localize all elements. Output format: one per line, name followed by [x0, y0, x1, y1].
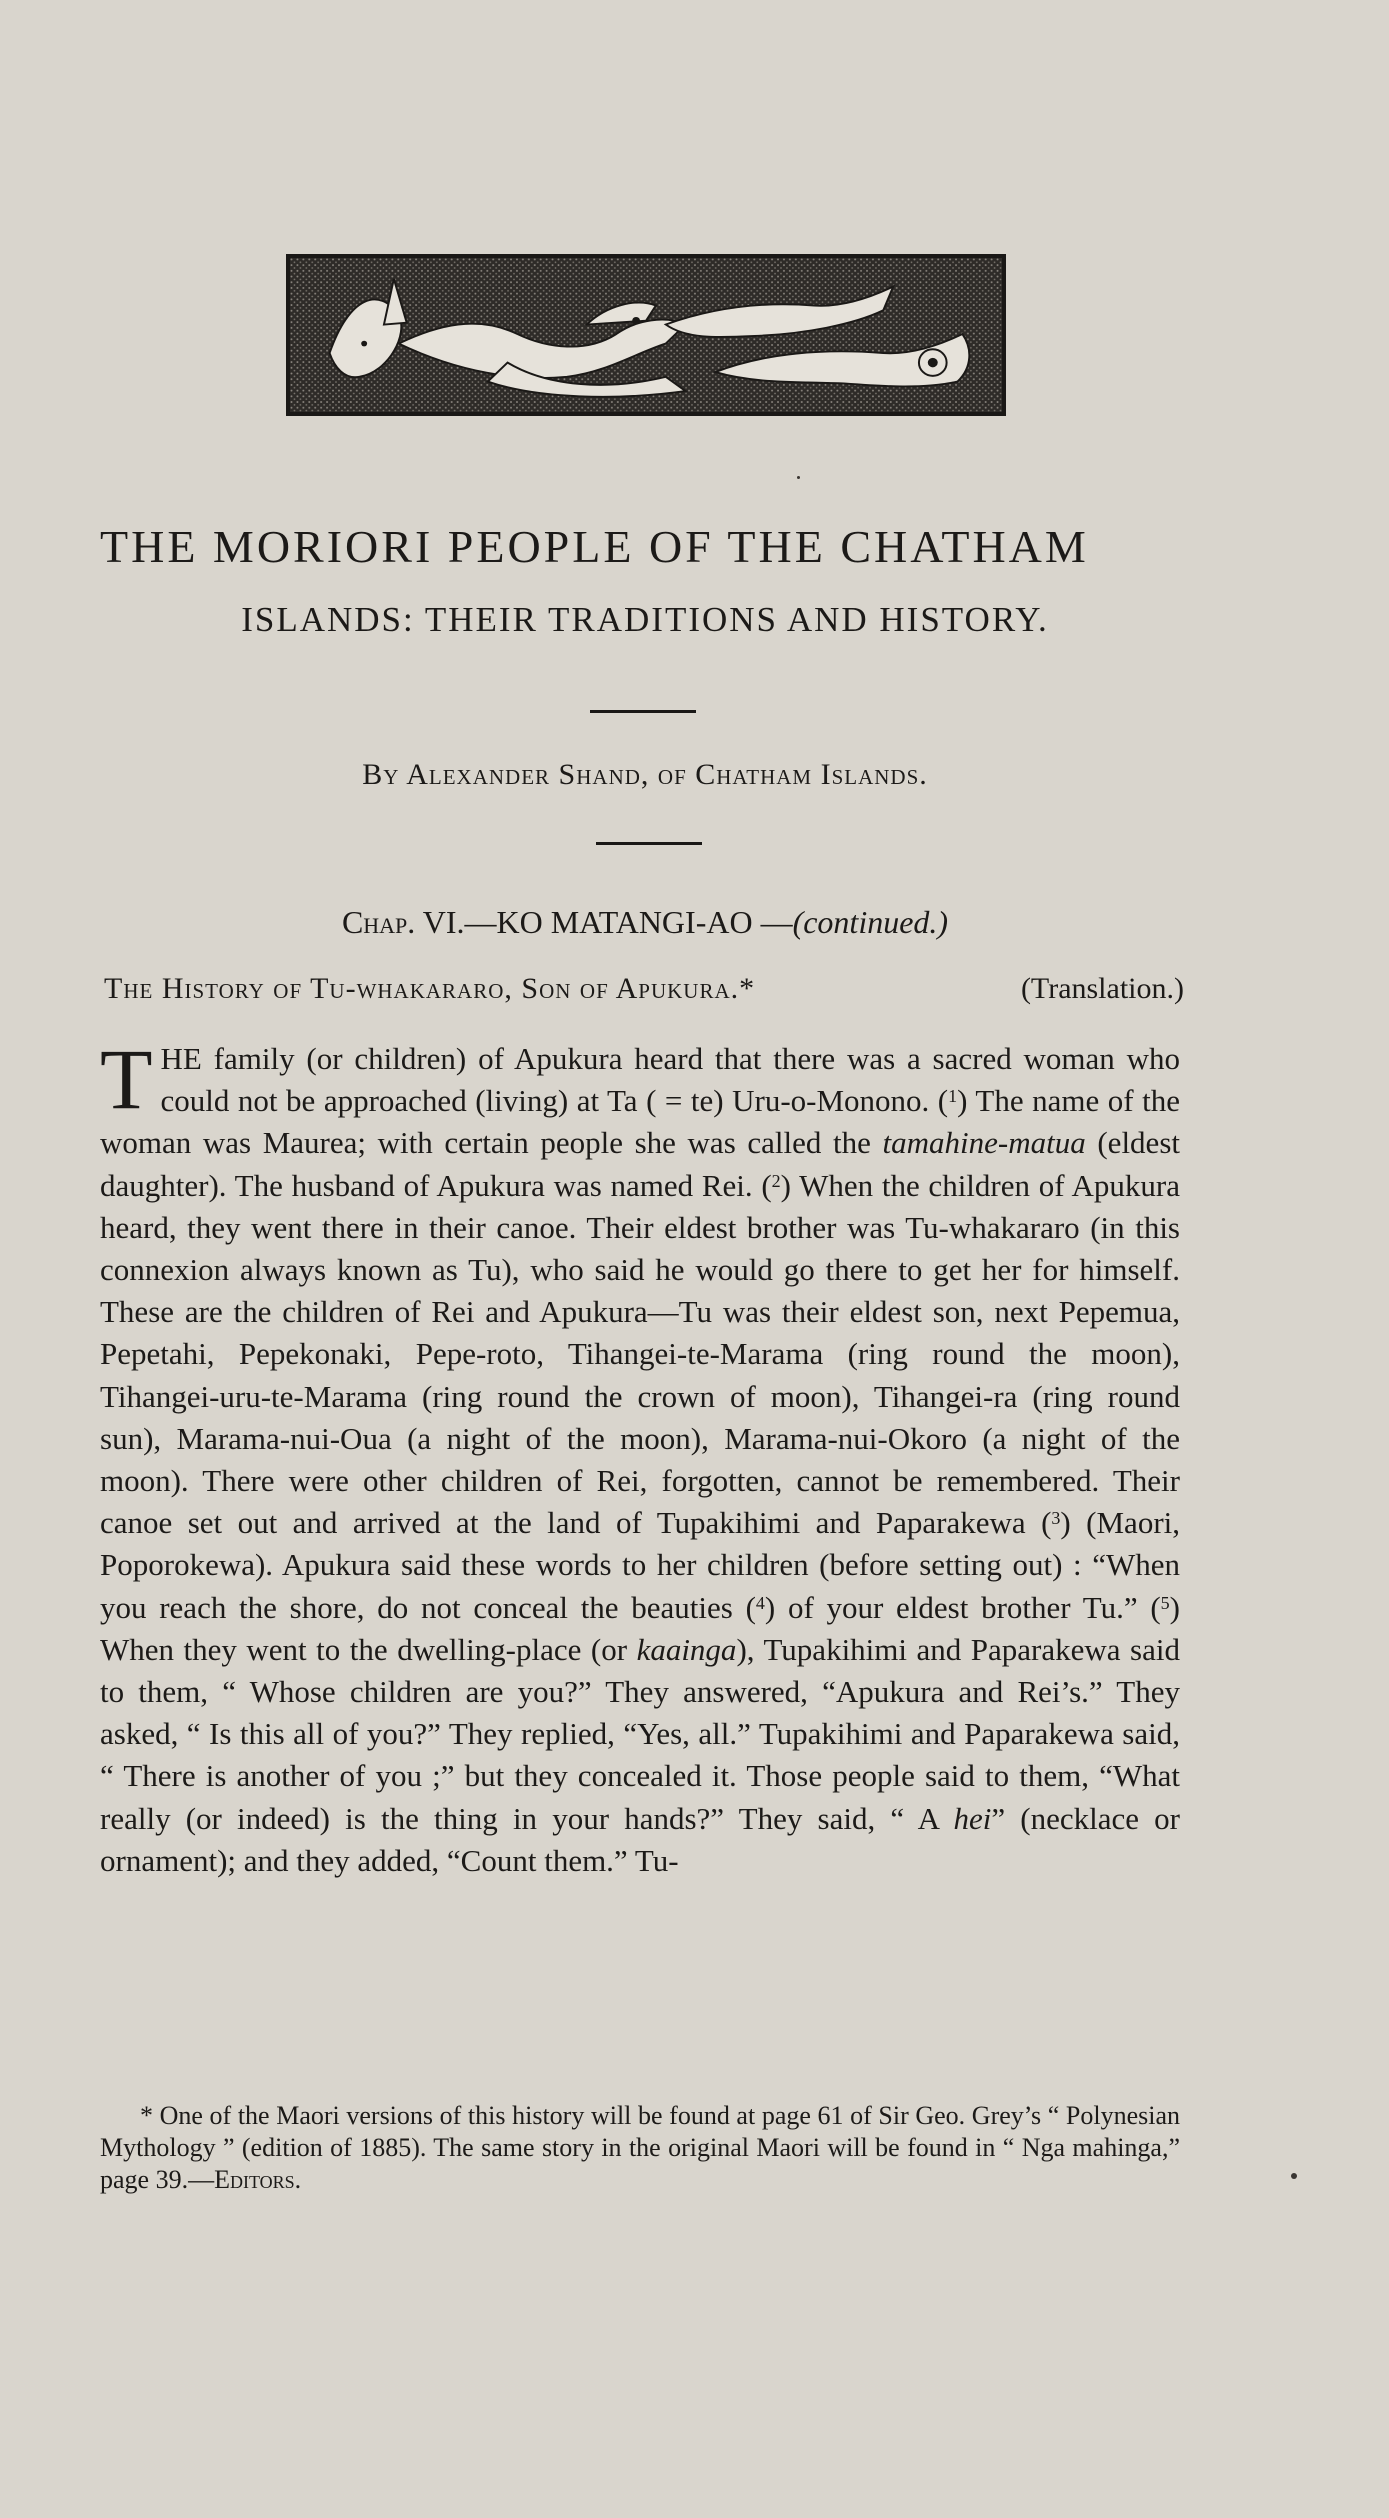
footnote-editors: Editors.: [214, 2165, 302, 2194]
drop-cap: T: [100, 1031, 153, 1127]
footnote-text: * One of the Maori versions of this history will be found at page 61 of Sir Geo. Grey’s “ Polynesian Mythology ” (edition of 1885). The same story in the original Maori will be found in “ Nga mahinga,” page 39.—: [100, 2101, 1180, 2194]
ornamental-headpiece: [286, 254, 1006, 416]
note-ref: 5: [1160, 1592, 1170, 1613]
text-run: ) When the children of Apukura heard, they went there in their canoe. Their eldest brother was Tu-whakararo (in this connexion always known as Tu), who said he would go there to get her for himself. These are the children of Rei and Apukura—Tu was their eldest son, next Pepemua, Pepetahi, Pepekonaki, Pepe-roto, Tihangei-te-Marama (ring round the moon), Tihangei-uru-te-Marama (ring round the crown of moon), Tihangei-ra (ring round sun), Marama-nui-Oua (a night of the moon), Marama-nui-Okoro (a night of the moon). There were other children of Rei, forgotten, cannot be remembered. Their canoe set out and arrived at the land of Tupakihimi and Paparakewa (: [100, 1167, 1180, 1541]
chapter-title: —KO MATANGI-AO —: [464, 904, 793, 940]
section-heading: [104, 972, 1184, 1006]
translation-label: (Translation.): [1020, 972, 1184, 1005]
text-run: ), Tupakihimi and Paparakewa said to them, “ Whose children are you?” They answered, “Apukura and Rei’s.” They asked, “ Is this all of you?” They replied, “Yes, all.” Tupakihimi and Paparakewa said, “ There is another of you ;” but they concealed it. Those people said to them, “What really (or indeed) is the thing in your hands?” They said, “ A: [100, 1631, 1180, 1836]
divider-rule: [596, 842, 702, 845]
chapter-prefix: Chap. VI.: [341, 904, 465, 940]
text-run: HE family (or children) of Apukura heard that there was a sacred woman who could not be approached (living) at Ta ( = te) Uru-o-Monono. (: [160, 1041, 1180, 1119]
note-ref: 3: [1051, 1508, 1061, 1529]
article-title-line2: ISLANDS: THEIR TRADITIONS AND HISTORY.: [241, 600, 1049, 639]
note-ref: 1: [948, 1086, 958, 1107]
italic-term: hei: [953, 1800, 992, 1836]
text-run: (eldest daughter). The husband of Apukura was named Rei. (: [100, 1125, 1180, 1203]
article-title-line1: THE MORIORI PEOPLE OF THE CHATHAM: [100, 521, 1089, 572]
text-run: ) of your eldest brother Tu.” (: [764, 1589, 1161, 1625]
byline: By Alexander Shand, of Chatham Islands.: [362, 758, 928, 791]
text-run: ) The name of the woman was Maurea; with certain people she was called the: [100, 1083, 1180, 1161]
chapter-continued: (continued.): [792, 904, 949, 940]
text-run: ) (Maori, Poporokewa). Apukura said these words to her children (before setting out) : “When you reach the shore, do not conceal the beauties (: [100, 1505, 1181, 1625]
ink-speck: [1291, 2173, 1297, 2179]
note-ref: 4: [755, 1592, 765, 1613]
italic-term: tamahine-matua: [882, 1125, 1086, 1161]
text-run: ” (necklace or ornament); and they added, “Count them.” Tu-: [100, 1800, 1180, 1878]
text-run: ) When they went to the dwelling-place (or: [100, 1589, 1180, 1667]
ink-speck: [797, 476, 800, 479]
italic-term: kaainga: [636, 1631, 737, 1667]
divider-rule: [590, 710, 696, 713]
chapter-heading: [0, 904, 1290, 941]
footnote: [100, 2100, 1180, 2196]
note-ref: 2: [771, 1170, 781, 1191]
sea-creatures-ornament-icon: [290, 258, 1002, 412]
body-text: [100, 1031, 1181, 1882]
section-title: The History of Tu-whakararo, Son of Apukura.*: [104, 972, 756, 1005]
paragraph: [100, 1031, 1181, 1882]
